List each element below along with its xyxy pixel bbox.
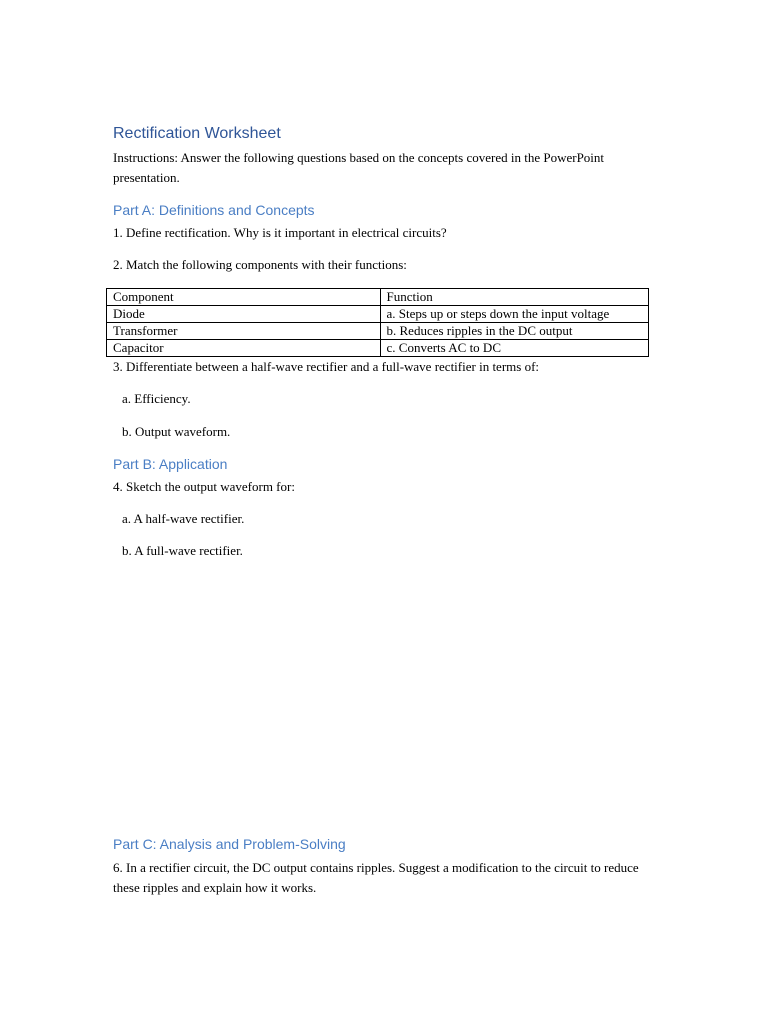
part-c-heading: Part C: Analysis and Problem-Solving [113, 836, 346, 852]
part-a-heading: Part A: Definitions and Concepts [113, 202, 315, 218]
table-row [107, 306, 649, 323]
worksheet-title: Rectification Worksheet [113, 125, 281, 142]
table-cell: b. Reduces ripples in the DC output [380, 323, 648, 340]
question-6: 6. In a rectifier circuit, the DC output contains ripples. Suggest a modification to the circuit to reduce these ripples and explain how it works. [113, 860, 639, 895]
table-row [107, 323, 649, 340]
question-2: 2. Match the following components with their functions: [113, 257, 407, 272]
table-cell: Diode [107, 306, 381, 323]
table-header-row [107, 289, 649, 306]
question-4: 4. Sketch the output waveform for: [113, 479, 295, 494]
question-3b: b. Output waveform. [122, 424, 231, 439]
table-header-cell: Function [380, 289, 648, 306]
instructions-text: Instructions: Answer the following questions based on the concepts covered in the PowerPoint presentation. [113, 150, 605, 185]
table-cell: Capacitor [107, 340, 381, 357]
table-cell: c. Converts AC to DC [380, 340, 648, 357]
question-3a: a. Efficiency. [122, 391, 191, 406]
question-3: 3. Differentiate between a half-wave rectifier and a full-wave rectifier in terms of: [113, 359, 540, 374]
question-1: 1. Define rectification. Why is it important in electrical circuits? [113, 225, 447, 240]
table-row [107, 340, 649, 357]
table-header-cell: Component [107, 289, 381, 306]
question-4a: a. A half-wave rectifier. [122, 511, 245, 526]
table-cell: Transformer [107, 323, 381, 340]
components-table [106, 288, 649, 357]
question-4b: b. A full-wave rectifier. [122, 543, 243, 558]
part-b-heading: Part B: Application [113, 456, 228, 472]
table-cell: a. Steps up or steps down the input voltage [380, 306, 648, 323]
